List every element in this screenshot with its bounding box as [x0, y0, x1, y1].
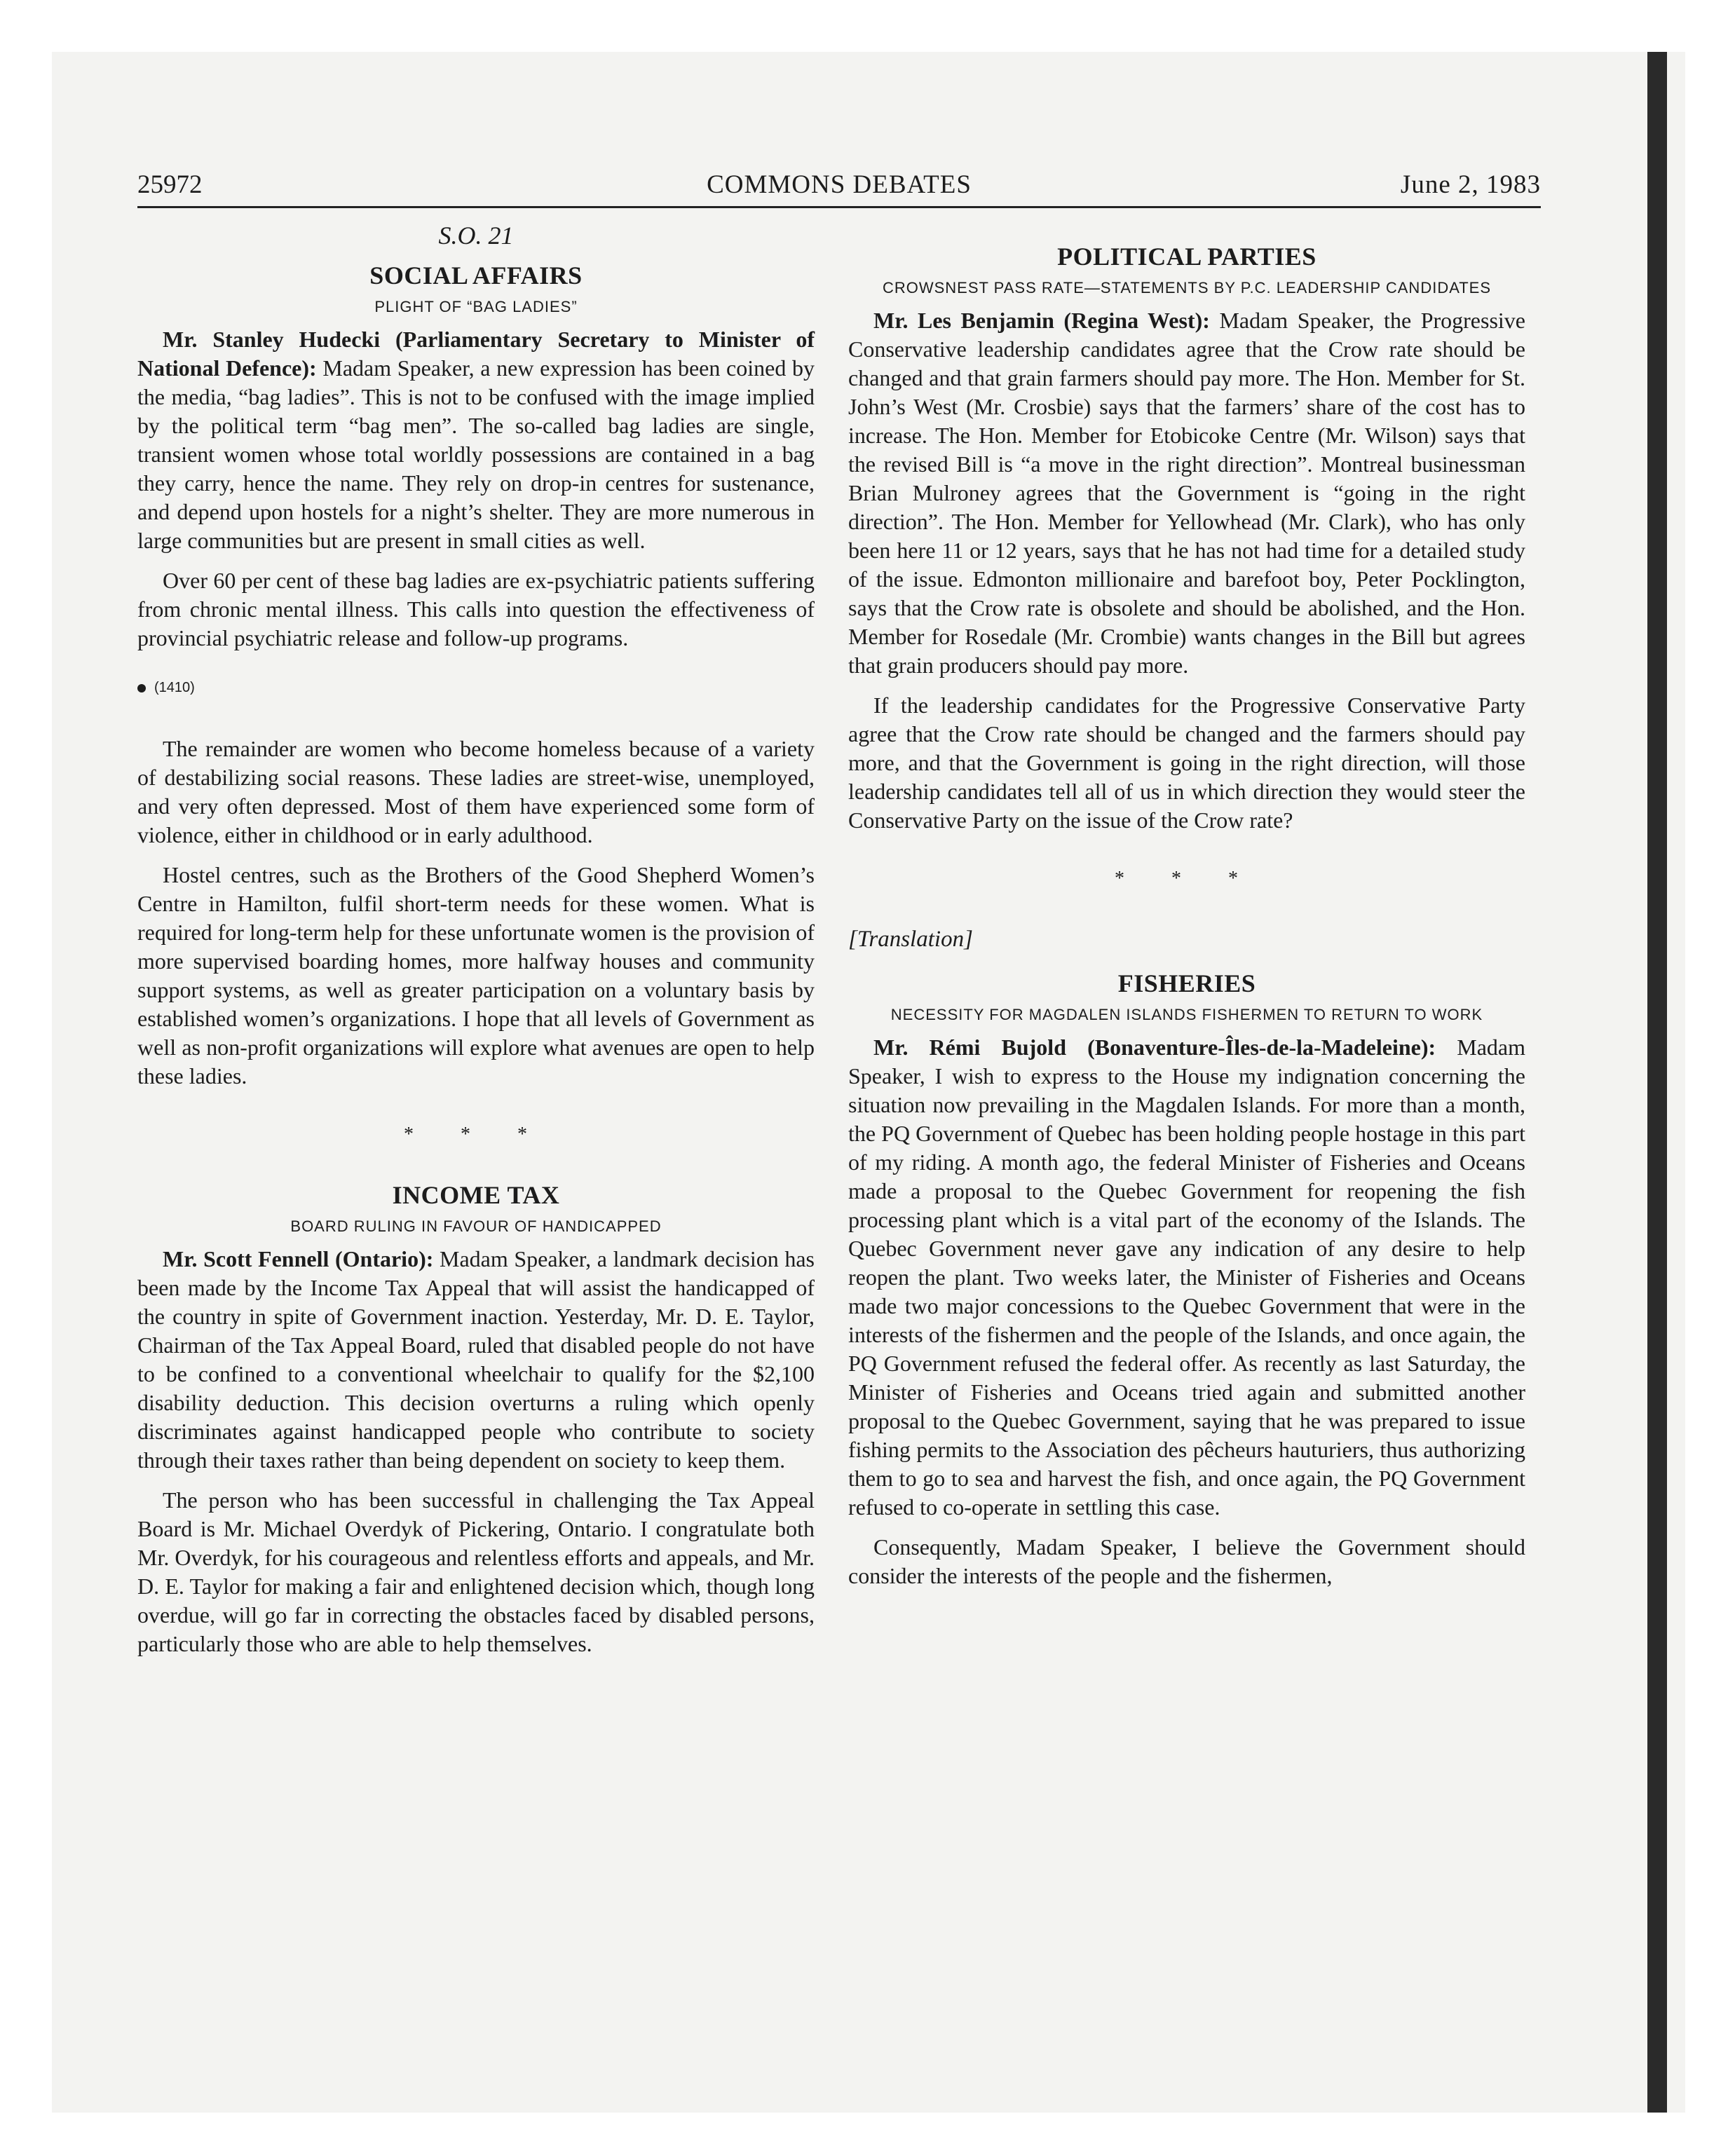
- paragraph: The person who has been successful in challenging the Tax Appeal Board is Mr. Michael Overdyk of Pickering, Ontario. I congratulate both Mr. Overdyk, for his courageous and relentless efforts and appeals, and Mr. D. E. Taylor for making a fair and enlightened decision which, though long overdue, will go far in correcting the obstacles faced by disabled persons, particularly those who are able to help themselves.: [137, 1487, 815, 1656]
- speech-text: Madam Speaker, I wish to express to the House my indignation concerning the situation now prevailing in the Magdalen Islands. For more than a month, the PQ Government of Quebec has been holding people hostage in this part of my riding. A month ago, the federal Minister of Fisheries and Oceans made a proposal to the Quebec Government for reopening the fish processing plant which is a vital part of the economy of the Islands. The Quebec Government never gave any indication of any desire to help reopen the plant. Two weeks later, the Minister of Fisheries and Oceans made two major concessions to the Quebec Government that were in the interests of the fishermen and the people of the Islands, and once again, the PQ Government refused the federal offer. As recently as last Saturday, the Minister of Fisheries and Oceans tried again and submitted another proposal to the Quebec Government, saying that he was prepared to issue fishing permits to the Association des pêcheurs hauturiers, thus authorizing them to go to sea and harvest the fish, and once again, the PQ Government refused to co-operate in settling this case.: [848, 1035, 1526, 1520]
- speech-text: Madam Speaker, a new expression has been coined by the media, “bag ladies”. This is not to be confused with the image implied by the political term “bag men”. The so-called bag ladies are single, transient women whose total worldly possessions are contained in a bag they carry, hence the name. They rely on drop-in centres for sustenance, and depend upon hostels for a night’s shelter. They are more numerous in large communities but are present in small cities as well.: [137, 355, 815, 553]
- paragraph: The remainder are women who become homeless because of a variety of destabilizing social reasons. These ladies are street-wise, unemployed, and very often depressed. Most of them have experienced some form of violence, either in childhood or in early adulthood.: [137, 736, 815, 847]
- paragraph: [848, 306, 1525, 680]
- left-column: [137, 221, 815, 1670]
- bullet-icon: [137, 684, 146, 692]
- page-date: June 2, 1983: [1400, 170, 1541, 199]
- section-separator: * * *: [1115, 868, 1259, 889]
- section-heading-political-parties: POLITICAL PARTIES: [1057, 243, 1316, 271]
- translation-label: [Translation]: [848, 927, 973, 952]
- right-column: [848, 221, 1525, 1602]
- paragraph: [848, 1033, 1525, 1522]
- time-stamp: (1410): [154, 680, 195, 695]
- speech-text: Madam Speaker, a landmark decision has been made by the Income Tax Appeal that will assist the handicapped of the country in spite of Government inaction. Yesterday, Mr. D. E. Taylor, Chairman of the Tax Appeal Board, ruled that disabled people do not have to be confined to a conventional wheelchair to qualify for the $2,100 disability deduction. This decision overturns a ruling which openly discriminates against handicapped people who contribute to society through their taxes rather than being dependent on society to keep them.: [137, 1246, 815, 1473]
- speech-text: Madam Speaker, the Progressive Conservative leadership candidates agree that the Crow rate should be changed and that grain farmers should pay more. The Hon. Member for St. John’s West (Mr. Crosbie) says that the farmers’ share of the cost has to increase. The Hon. Member for Etobicoke Centre (Mr. Wilson) says that the revised Bill is “a move in the right direction”. Montreal businessman Brian Mulroney agrees that the Government is “going in the right direction”. The Hon. Member for Yellowhead (Mr. Clark), who has only been here 11 or 12 years, says that he has not had time for a detailed study of the issue. Edmonton millionaire and barefoot boy, Peter Pocklington, says that the Crow rate is obsolete and should be abolished, and the Hon. Member for Rosedale (Mr. Crombie) wants changes in the Bill but agrees that grain producers should pay more.: [848, 308, 1525, 678]
- subheading-crowsnest: CROWSNEST PASS RATE—STATEMENTS BY P.C. LEADERSHIP CANDIDATES: [882, 279, 1492, 296]
- subheading-magdalen: NECESSITY FOR MAGDALEN ISLANDS FISHERMEN TO RETURN TO WORK: [890, 1006, 1483, 1023]
- page-number: 25972: [137, 170, 203, 199]
- page-header: [137, 170, 1541, 208]
- paragraph: Consequently, Madam Speaker, I believe the Government should consider the interests of the people and the fishermen,: [848, 1534, 1525, 1588]
- speaker-name: Mr. Les Benjamin (Regina West):: [873, 308, 1210, 333]
- publication-title: COMMONS DEBATES: [707, 170, 972, 199]
- subheading-handicapped: BOARD RULING IN FAVOUR OF HANDICAPPED: [290, 1217, 662, 1235]
- section-heading-social-affairs: SOCIAL AFFAIRS: [369, 261, 583, 289]
- time-marker: [137, 674, 815, 702]
- subheading-bag-ladies: PLIGHT OF “BAG LADIES”: [374, 298, 578, 315]
- paragraph: If the leadership candidates for the Progressive Conservative Party agree that the Crow rate should be changed and the farmers should pay more, and that the Government is going in the right direction, will those leadership candidates tell all of us in which direction they would steer the Conservative Party on the issue of the Crow rate?: [848, 692, 1525, 833]
- paragraph: [137, 325, 815, 555]
- page-edge-shadow: [1647, 52, 1667, 2113]
- section-separator: * * *: [404, 1124, 548, 1145]
- speaker-name: Mr. Rémi Bujold (Bonaventure-Îles-de-la-Madeleine):: [873, 1035, 1436, 1060]
- section-heading-fisheries: FISHERIES: [1117, 969, 1256, 997]
- paragraph: Over 60 per cent of these bag ladies are ex-psychiatric patients suffering from chronic mental illness. This calls into question the effectiveness of provincial psychiatric release and follow-up programs.: [137, 568, 815, 650]
- standing-order-label: S.O. 21: [438, 221, 514, 250]
- speaker-name: Mr. Stanley Hudecki (Parliamentary Secretary to Minister of National Defence):: [137, 327, 815, 381]
- section-heading-income-tax: INCOME TAX: [392, 1181, 560, 1209]
- paragraph: Hostel centres, such as the Brothers of the Good Shepherd Women’s Centre in Hamilton, fulfil short-term needs for these women. What is required for long-term help for these unfortunate women is the provision of more supervised boarding homes, more halfway houses and community support systems, as well as greater participation on a voluntary basis by established women’s organizations. I hope that all levels of Government as well as non-profit organizations will explore what avenues are open to help these ladies.: [137, 862, 815, 1089]
- speaker-name: Mr. Scott Fennell (Ontario):: [163, 1246, 434, 1271]
- paragraph: [137, 1245, 815, 1475]
